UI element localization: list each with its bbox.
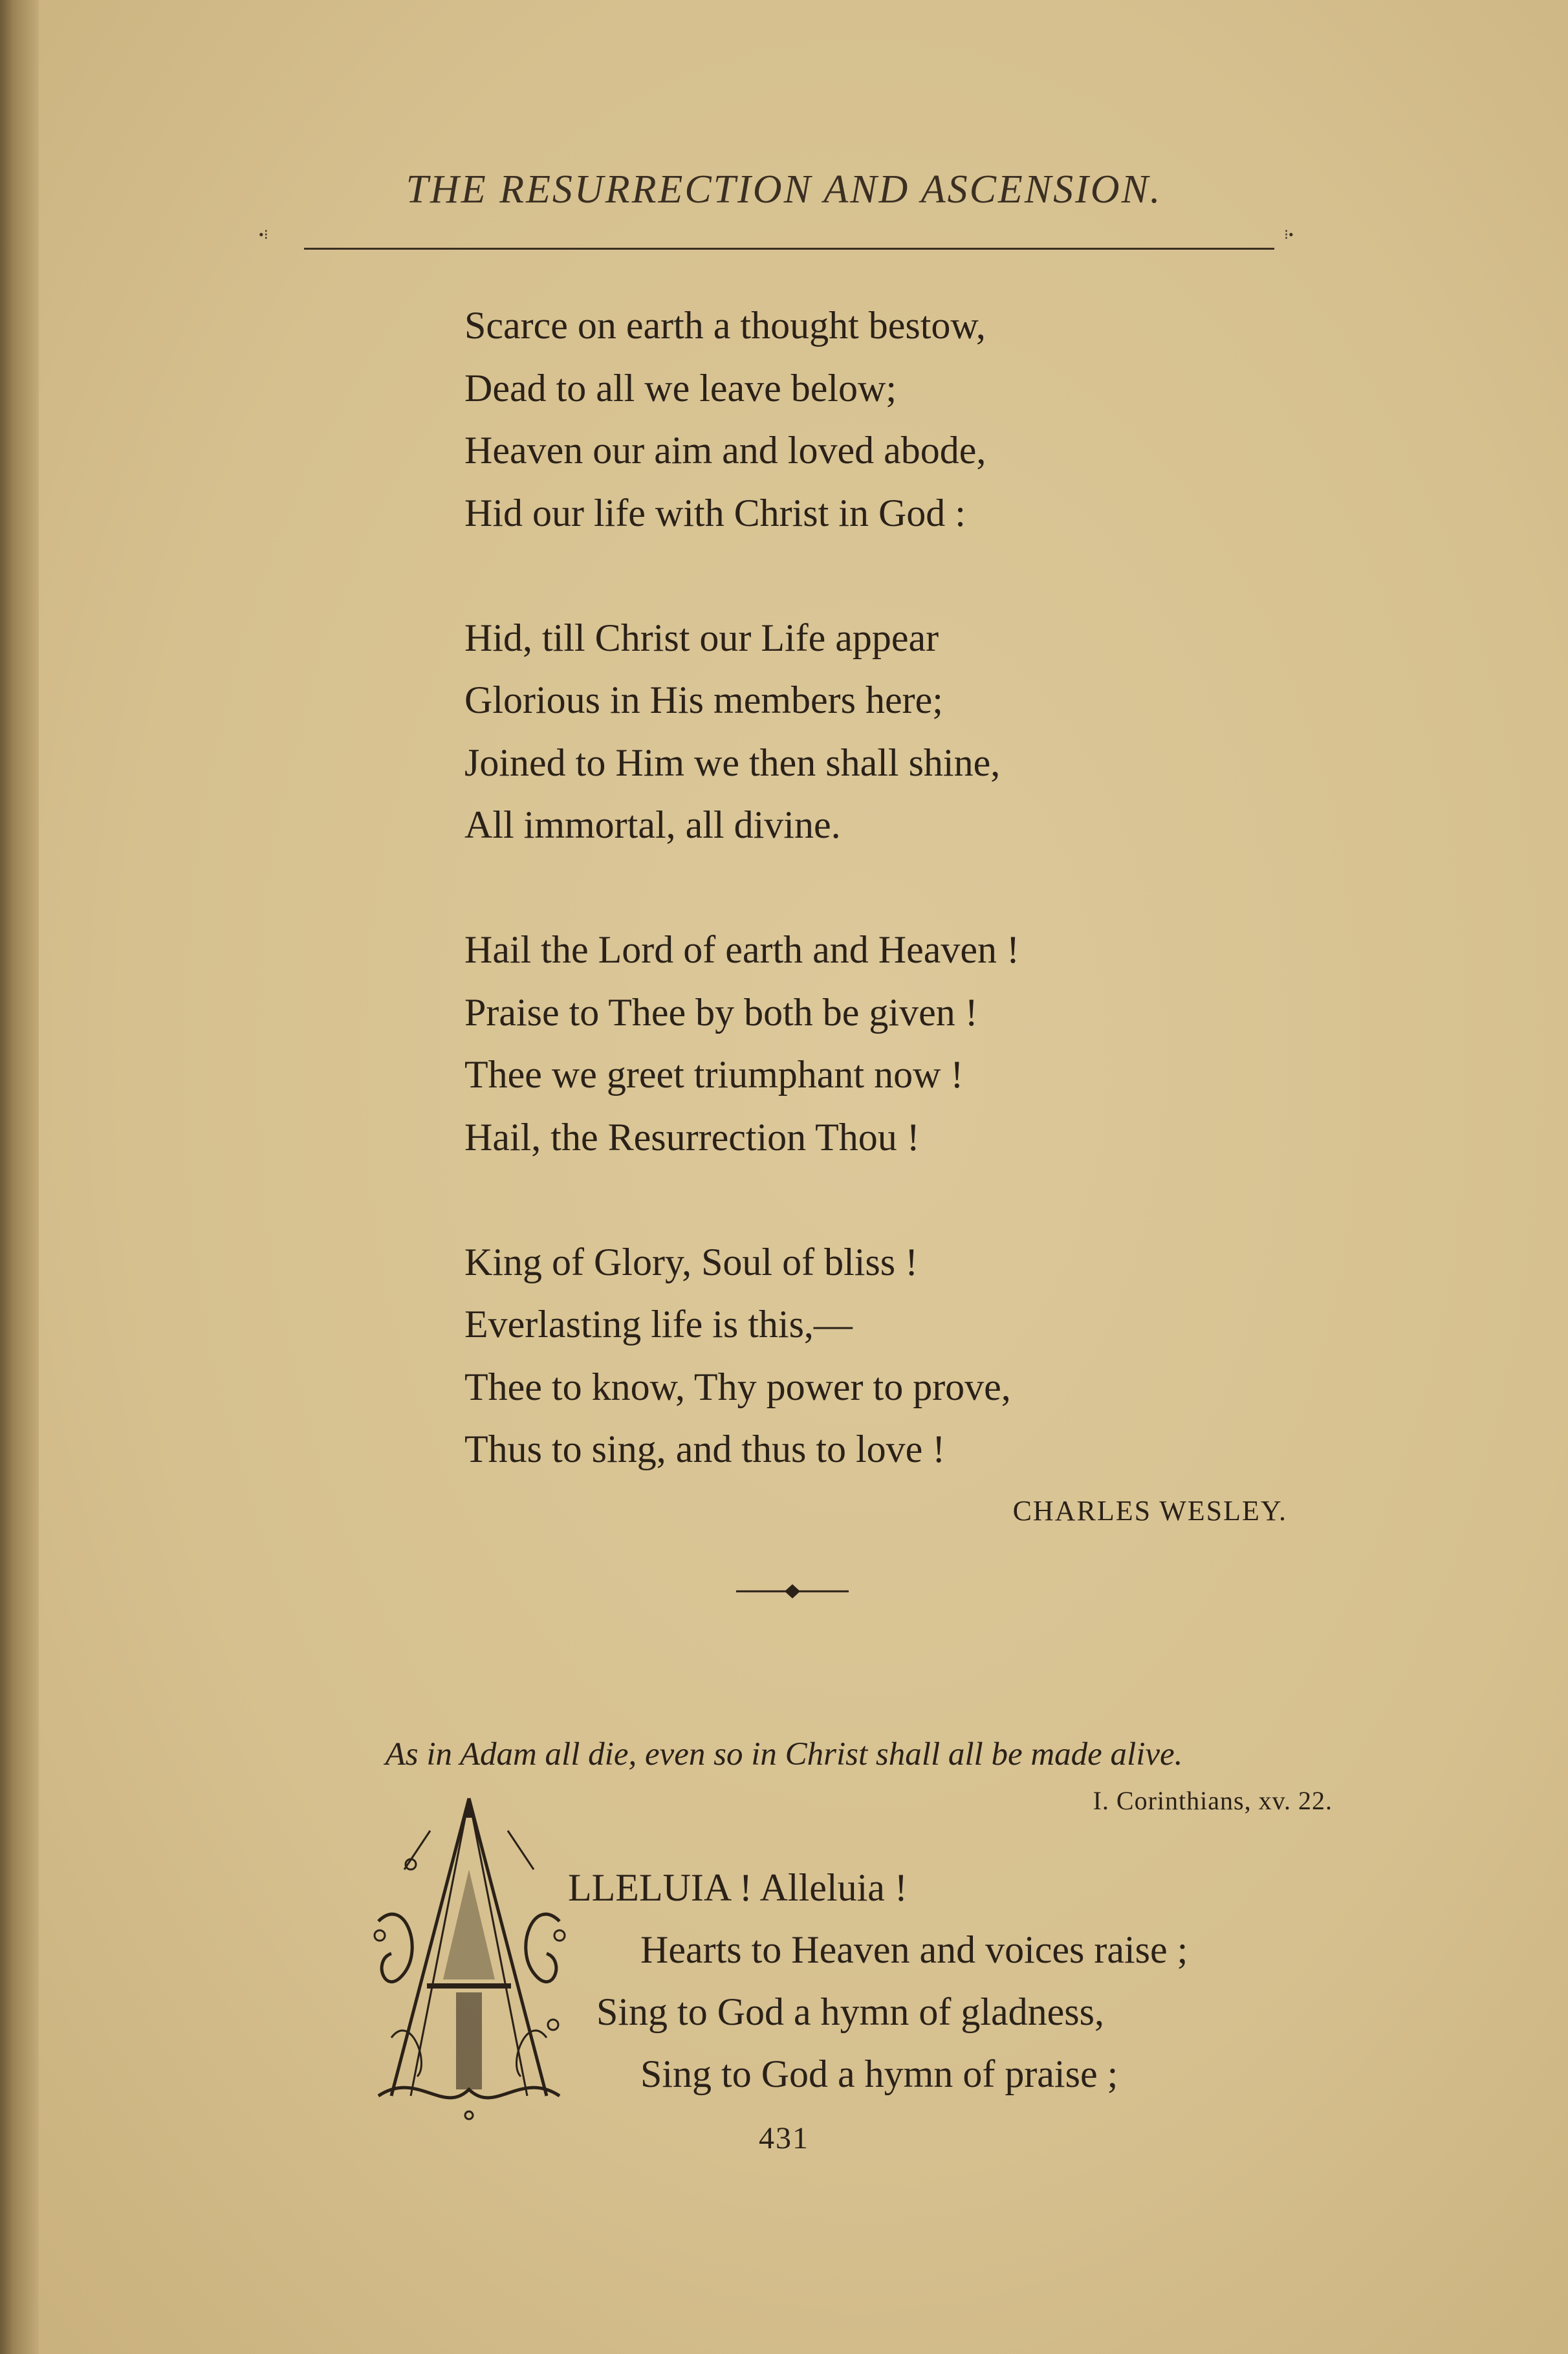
poem-line: Hid our life with Christ in God : — [464, 491, 966, 534]
decorated-initial-a — [365, 1792, 572, 2128]
poem-line: Hail the Lord of earth and Heaven ! — [464, 928, 1019, 971]
poem-author: CHARLES WESLEY. — [1012, 1495, 1287, 1527]
poem-line: Thus to sing, and thus to love ! — [464, 1428, 946, 1470]
hymn-line: LLELUIA ! Alleluia ! — [568, 1866, 908, 1909]
poem — [464, 294, 1019, 1543]
poem-line: Everlasting life is this,— — [464, 1303, 853, 1346]
stanza-1 — [464, 294, 1019, 544]
header-ornament-left: •⁝ — [259, 226, 268, 243]
poem-line: Dead to all we leave below; — [464, 366, 897, 409]
hymn-line: Hearts to Heaven and voices raise ; — [640, 1928, 1188, 1971]
poem-line: Heaven our aim and loved abode, — [464, 429, 986, 472]
hymn-line: Sing to God a hymn of praise ; — [640, 2053, 1118, 2095]
poem-line: Glorious in His members here; — [464, 679, 943, 721]
page-binding-edge — [0, 0, 39, 2354]
stanza-2 — [464, 607, 1019, 856]
poem-line: Scarce on earth a thought bestow, — [464, 304, 986, 347]
poem-line: King of Glory, Soul of bliss ! — [464, 1240, 919, 1283]
section-divider-ornament — [736, 1578, 849, 1604]
poem-line: Thee to know, Thy power to prove, — [464, 1365, 1011, 1408]
stanza-3 — [464, 919, 1019, 1168]
poem-line: Joined to Him we then shall shine, — [464, 741, 1001, 784]
header-ornament-right: ⁝• — [1284, 226, 1294, 243]
poem-line: All immortal, all divine. — [464, 803, 841, 846]
hymn-line: Sing to God a hymn of gladness, — [596, 1990, 1104, 2033]
poem-line: Thee we greet triumphant now ! — [464, 1053, 964, 1096]
poem-line: Hid, till Christ our Life appear — [464, 616, 939, 659]
epigraph: As in Adam all die, even so in Christ shall all be made alive. — [385, 1736, 1183, 1772]
poem-line: Hail, the Resurrection Thou ! — [464, 1115, 920, 1159]
running-header: THE RESURRECTION AND ASCENSION. — [406, 168, 1162, 212]
poem-line: Praise to Thee by both be given ! — [464, 990, 978, 1034]
stanza-4 — [464, 1231, 1019, 1481]
header-rule — [304, 248, 1274, 250]
page-number: 431 — [759, 2121, 809, 2155]
epigraph-reference: I. Corinthians, xv. 22. — [1093, 1786, 1333, 1815]
